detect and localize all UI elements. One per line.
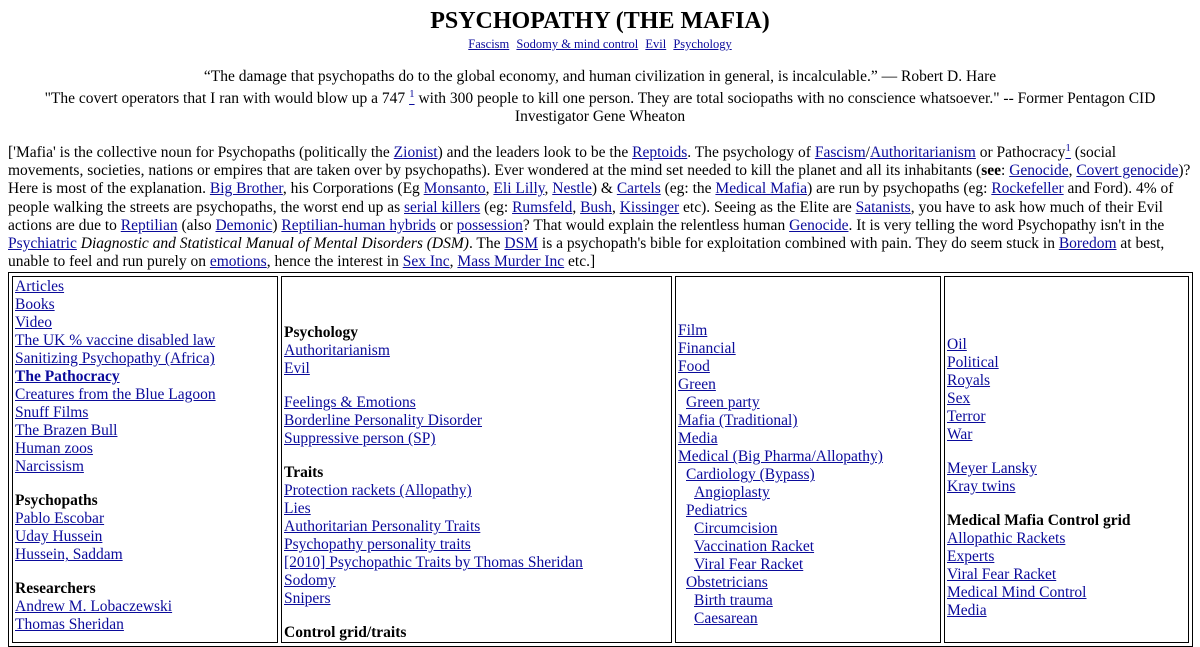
link-sex[interactable]: Sex [947, 390, 971, 408]
intro-paragraph [8, 144, 1192, 271]
quote-wheaton-part2: with 300 people to kill one person. They are total sociopaths with no conscience whatsoever." -- Former Pentagon CID Investigator Gene Wheaton [418, 90, 1156, 125]
see-label: see [981, 162, 1002, 180]
intro-text: / [865, 144, 870, 161]
link-nestle[interactable]: Nestle [552, 180, 592, 198]
heading-psychology: Psychology [284, 324, 359, 342]
link-authoritarianism[interactable]: Authoritarianism [869, 144, 976, 161]
link-thomas-sheridan[interactable]: Thomas Sheridan [15, 616, 124, 634]
intro-text: , [1068, 162, 1077, 180]
link-obstetricians[interactable]: Obstetricians [686, 574, 768, 592]
link-green[interactable]: Green [678, 376, 716, 394]
link-narcissism[interactable]: Narcissism [15, 458, 84, 476]
link-pablo-escobar[interactable]: Pablo Escobar [15, 510, 105, 528]
link-green-party[interactable]: Green party [686, 394, 760, 412]
link-media[interactable]: Media [678, 430, 718, 448]
link-war[interactable]: War [947, 426, 973, 444]
link-mass-murder-inc[interactable]: Mass Murder Inc [457, 253, 565, 271]
link-suppressive-person[interactable]: Suppressive person (SP) [284, 430, 436, 448]
link-boredom[interactable]: Boredom [1058, 235, 1117, 253]
intro-text: or [435, 216, 457, 234]
quote-wheaton [8, 90, 1192, 126]
intro-text: etc.] [564, 253, 596, 271]
link-eli-lilly[interactable]: Eli Lilly [493, 180, 545, 198]
link-reptilian[interactable]: Reptilian [120, 216, 178, 234]
spacer [947, 444, 1187, 460]
topics-column-3 [675, 276, 941, 643]
link-snuff-films[interactable]: Snuff Films [15, 404, 89, 422]
link-cartels[interactable]: Cartels [616, 180, 661, 198]
link-fascism[interactable]: Fascism [814, 144, 866, 161]
intro-text: , his Corporations (Eg [282, 180, 424, 198]
link-uk-vaccine-disabled-law[interactable]: The UK % vaccine disabled law [15, 332, 216, 350]
nav-link-evil[interactable]: Evil [645, 37, 667, 51]
quote-wheaton-part1: "The covert operators that I ran with would blow up a 747 [44, 90, 406, 107]
intro-text: ) and the leaders look to be the [437, 144, 633, 161]
link-protection-rackets[interactable]: Protection rackets (Allopathy) [284, 482, 472, 500]
link-sodomy[interactable]: Sodomy [284, 572, 336, 590]
link-kray-twins[interactable]: Kray twins [947, 478, 1016, 496]
link-birth-trauma[interactable]: Birth trauma [694, 592, 773, 610]
intro-text: . It is very telling the word Psychopathy isn't in the [848, 216, 1165, 234]
heading-traits: Traits [284, 464, 324, 482]
link-sex-inc[interactable]: Sex Inc [402, 253, 450, 271]
link-bush[interactable]: Bush [580, 198, 612, 216]
link-allopathic-rackets[interactable]: Allopathic Rackets [947, 530, 1066, 548]
link-financial[interactable]: Financial [678, 340, 736, 358]
link-political[interactable]: Political [947, 354, 999, 372]
link-angioplasty[interactable]: Angioplasty [694, 484, 770, 502]
link-pediatrics[interactable]: Pediatrics [686, 502, 748, 520]
intro-text: : [1001, 162, 1010, 180]
link-snipers[interactable]: Snipers [284, 590, 331, 608]
link-covert-genocide[interactable]: Covert genocide [1076, 162, 1179, 180]
intro-text: (eg: the [660, 180, 716, 198]
heading-control-grid-traits: Control grid/traits [284, 624, 407, 642]
nav-link-psychology[interactable]: Psychology [673, 37, 732, 51]
link-possession[interactable]: possession [456, 216, 523, 234]
intro-text: at best, unable to feel and run purely on [8, 235, 1165, 271]
link-mafia-traditional[interactable]: Mafia (Traditional) [678, 412, 798, 430]
spacer [284, 378, 670, 394]
topics-column-4 [944, 276, 1189, 643]
link-rockefeller[interactable]: Rockefeller [991, 180, 1064, 198]
intro-text: (also [177, 216, 216, 234]
link-viral-fear-racket-2[interactable]: Viral Fear Racket [947, 566, 1057, 584]
spacer [15, 564, 276, 580]
link-reptoids[interactable]: Reptoids [632, 144, 688, 161]
link-demonic[interactable]: Demonic [215, 216, 273, 234]
link-zionist[interactable]: Zionist [393, 144, 438, 161]
link-dsm[interactable]: DSM [504, 235, 539, 253]
intro-text: ) & [591, 180, 617, 198]
intro-text: is a psychopath's bible for exploitation combined with pain. They do seem stuck in [538, 235, 1059, 253]
link-media-2[interactable]: Media [947, 602, 987, 620]
link-sheridan-traits[interactable]: [2010] Psychopathic Traits by Thomas Sheridan [284, 554, 583, 572]
link-evil[interactable]: Evil [284, 360, 310, 378]
intro-text: ) are run by psychopaths (eg: [807, 180, 992, 198]
spacer [284, 608, 670, 624]
page-title: PSYCHOPATHY (THE MAFIA) [430, 8, 770, 34]
link-big-brother[interactable]: Big Brother [209, 180, 283, 198]
link-food[interactable]: Food [678, 358, 710, 376]
link-serial-killers[interactable]: serial killers [404, 198, 481, 216]
intro-text: , hence the interest in [266, 253, 403, 271]
nav-link-sodomy-mind-control[interactable]: Sodomy & mind control [516, 37, 639, 51]
intro-text: ? That would explain the relentless human [522, 216, 790, 234]
link-uday-hussein[interactable]: Uday Hussein [15, 528, 103, 546]
intro-text: ['Mafia' is the collective noun for Psychopaths (politically the [8, 144, 394, 161]
link-books[interactable]: Books [15, 296, 55, 314]
link-medical-big-pharma[interactable]: Medical (Big Pharma/Allopathy) [678, 448, 883, 466]
link-meyer-lansky[interactable]: Meyer Lansky [947, 460, 1037, 478]
heading-researchers: Researchers [15, 580, 96, 598]
intro-text: (social movements, societies, nations or empires that are taken over by psychopaths). Ever wondered at the mind set needed to kill the planet and all its inhabitants ( [8, 144, 1117, 180]
link-viral-fear-racket[interactable]: Viral Fear Racket [694, 556, 804, 574]
link-borderline-personality[interactable]: Borderline Personality Disorder [284, 412, 483, 430]
link-human-zoos[interactable]: Human zoos [15, 440, 93, 458]
link-film[interactable]: Film [678, 322, 708, 340]
link-kissinger[interactable]: Kissinger [619, 198, 680, 216]
intro-text: , [572, 198, 581, 216]
link-caesarean[interactable]: Caesarean [694, 610, 758, 628]
link-psychiatric[interactable]: Psychiatric [8, 235, 77, 253]
footnote-link-pathocracy[interactable]: 1 [1065, 142, 1071, 154]
link-experts[interactable]: Experts [947, 548, 995, 566]
spacer [947, 496, 1187, 512]
link-hussein-saddam[interactable]: Hussein, Saddam [15, 546, 123, 564]
intro-text: etc). Seeing as the Elite are [679, 198, 856, 216]
link-rumsfeld[interactable]: Rumsfeld [512, 198, 573, 216]
link-oil[interactable]: Oil [947, 336, 967, 354]
link-feelings-emotions[interactable]: Feelings & Emotions [284, 394, 416, 412]
link-genocide-2[interactable]: Genocide [789, 216, 849, 234]
topics-column-2 [281, 276, 672, 643]
nav-link-fascism[interactable]: Fascism [468, 37, 510, 51]
link-satanists[interactable]: Satanists [855, 198, 911, 216]
link-genocide[interactable]: Genocide [1009, 162, 1069, 180]
intro-text: , [485, 180, 494, 198]
link-reptilian-human-hybrids[interactable]: Reptilian-human hybrids [281, 216, 436, 234]
link-lies[interactable]: Lies [284, 500, 311, 518]
link-terror[interactable]: Terror [947, 408, 986, 426]
intro-text: , [449, 253, 458, 271]
heading-medical-mafia-grid: Medical Mafia Control grid [947, 512, 1131, 530]
intro-text: , you have to ask how much of their Evil actions are due to [8, 198, 1163, 234]
intro-text: and Ford). 4% of people walking the streets are psychopaths, the worst end up as [8, 180, 1174, 216]
footnote-link-1[interactable]: 1 [409, 88, 415, 100]
link-emotions[interactable]: emotions [209, 253, 267, 271]
intro-text: , [611, 198, 620, 216]
intro-text: . The [468, 235, 505, 253]
link-articles[interactable]: Articles [15, 278, 65, 296]
link-brazen-bull[interactable]: The Brazen Bull [15, 422, 118, 440]
link-circumcision[interactable]: Circumcision [694, 520, 778, 538]
spacer [15, 476, 276, 492]
topic-nav [8, 37, 1192, 51]
intro-text: )? Here is most of the explanation. [8, 162, 1191, 198]
link-andrew-lobaczewski[interactable]: Andrew M. Lobaczewski [15, 598, 173, 616]
link-medical-mafia[interactable]: Medical Mafia [715, 180, 808, 198]
link-sanitizing-psychopathy[interactable]: Sanitizing Psychopathy (Africa) [15, 350, 215, 368]
dsm-title: Diagnostic and Statistical Manual of Mental Disorders (DSM) [80, 235, 469, 253]
link-video[interactable]: Video [15, 314, 52, 332]
intro-text: or Pathocracy [975, 144, 1066, 161]
spacer [284, 448, 670, 464]
intro-text: ) [272, 216, 282, 234]
intro-text: , [544, 180, 553, 198]
link-creatures-blue-lagoon[interactable]: Creatures from the Blue Lagoon [15, 386, 216, 404]
link-authoritarianism-2[interactable]: Authoritarianism [284, 342, 390, 360]
topics-table [8, 272, 1193, 647]
link-the-pathocracy[interactable]: The Pathocracy [15, 368, 120, 386]
quotes-block [8, 68, 1192, 126]
intro-text: . The psychology of [687, 144, 815, 161]
intro-text: (eg: [480, 198, 513, 216]
topics-column-1 [12, 276, 278, 643]
link-cardiology[interactable]: Cardiology (Bypass) [686, 466, 815, 484]
link-royals[interactable]: Royals [947, 372, 991, 390]
link-medical-mind-control[interactable]: Medical Mind Control [947, 584, 1087, 602]
link-authoritarian-traits[interactable]: Authoritarian Personality Traits [284, 518, 481, 536]
heading-psychopaths: Psychopaths [15, 492, 98, 510]
link-vaccination-racket[interactable]: Vaccination Racket [694, 538, 815, 556]
quote-hare: “The damage that psychopaths do to the global economy, and human civilization in general, is incalculable.” — Robert D. Hare [203, 68, 997, 85]
link-monsanto[interactable]: Monsanto [423, 180, 486, 198]
link-psychopathy-traits[interactable]: Psychopathy personality traits [284, 536, 471, 554]
